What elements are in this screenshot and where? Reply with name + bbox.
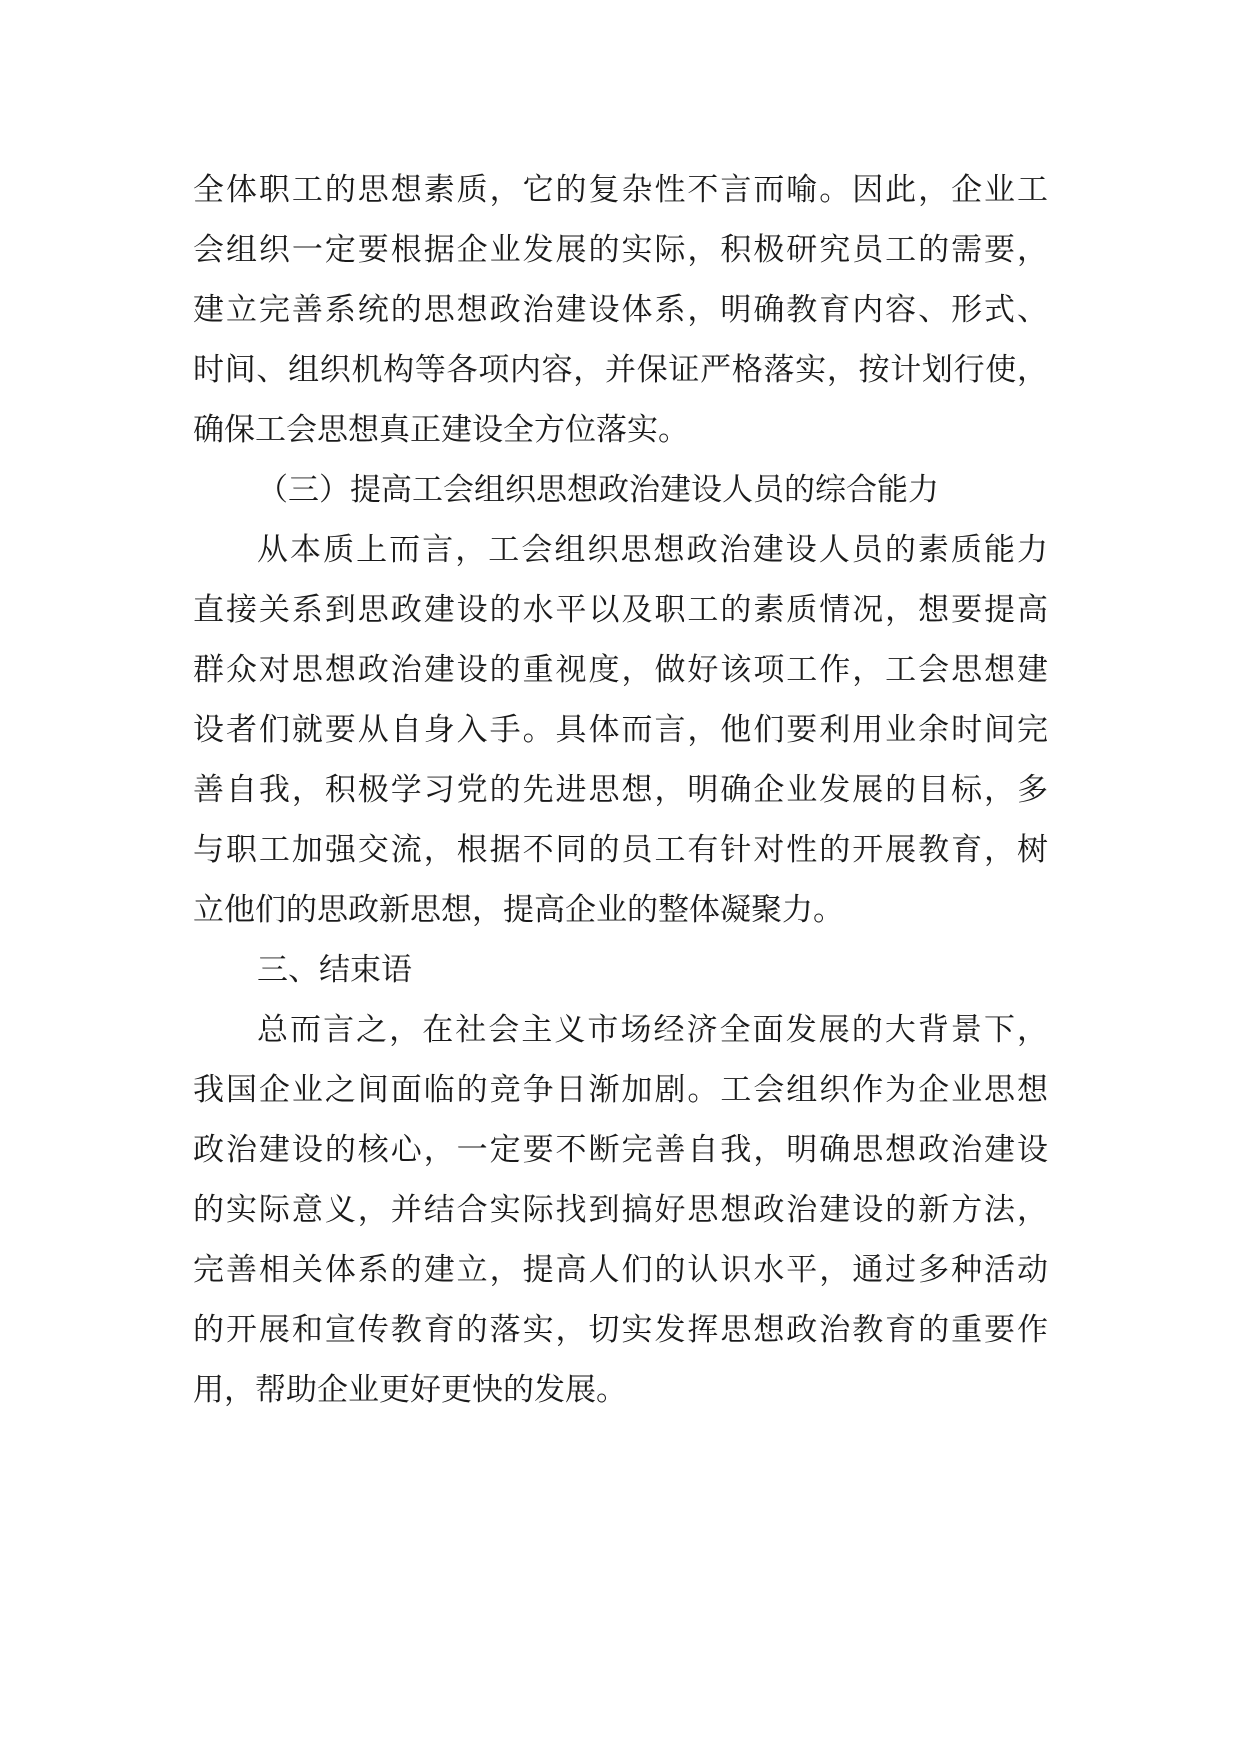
paragraph-1-line-2: 会组织一定要根据企业发展的实际，积极研究员工的需要，: [193, 232, 1048, 268]
paragraph-3-line-5: 完善相关体系的建立，提高人们的认识水平，通过多种活动: [193, 1252, 1048, 1288]
paragraph-3-line-7: 用，帮助企业更好更快的发展。: [193, 1372, 627, 1408]
paragraph-2-line-4: 设者们就要从自身入手。具体而言，他们要利用业余时间完: [193, 712, 1048, 748]
paragraph-2-line-6: 与职工加强交流，根据不同的员工有针对性的开展教育，树: [193, 832, 1048, 868]
paragraph-1-line-4: 时间、组织机构等各项内容，并保证严格落实，按计划行使，: [193, 352, 1048, 388]
paragraph-3-line-4: 的实际意义，并结合实际找到搞好思想政治建设的新方法，: [193, 1192, 1048, 1228]
section-heading: 三、结束语: [257, 952, 412, 988]
paragraph-3-line-3: 政治建设的核心，一定要不断完善自我，明确思想政治建设: [193, 1132, 1048, 1168]
paragraph-2-line-2: 直接关系到思政建设的水平以及职工的素质情况，想要提高: [193, 592, 1048, 628]
paragraph-1-line-5: 确保工会思想真正建设全方位落实。: [193, 412, 689, 448]
paragraph-2-line-7: 立他们的思政新思想，提高企业的整体凝聚力。: [193, 892, 844, 928]
paragraph-1-line-1: 全体职工的思想素质，它的复杂性不言而喻。因此，企业工: [193, 172, 1048, 208]
paragraph-3-line-6: 的开展和宣传教育的落实，切实发挥思想政治教育的重要作: [193, 1312, 1048, 1348]
paragraph-2-line-3: 群众对思想政治建设的重视度，做好该项工作，工会思想建: [193, 652, 1048, 688]
paragraph-2-line-1: 从本质上而言，工会组织思想政治建设人员的素质能力: [257, 532, 1048, 568]
paragraph-3-line-1: 总而言之，在社会主义市场经济全面发展的大背景下，: [257, 1012, 1048, 1048]
subheading-3: （三）提高工会组织思想政治建设人员的综合能力: [257, 472, 939, 508]
paragraph-3-line-2: 我国企业之间面临的竞争日渐加剧。工会组织作为企业思想: [193, 1072, 1048, 1108]
paragraph-1-line-3: 建立完善系统的思想政治建设体系，明确教育内容、形式、: [193, 292, 1048, 328]
paragraph-2-line-5: 善自我，积极学习党的先进思想，明确企业发展的目标，多: [193, 772, 1048, 808]
